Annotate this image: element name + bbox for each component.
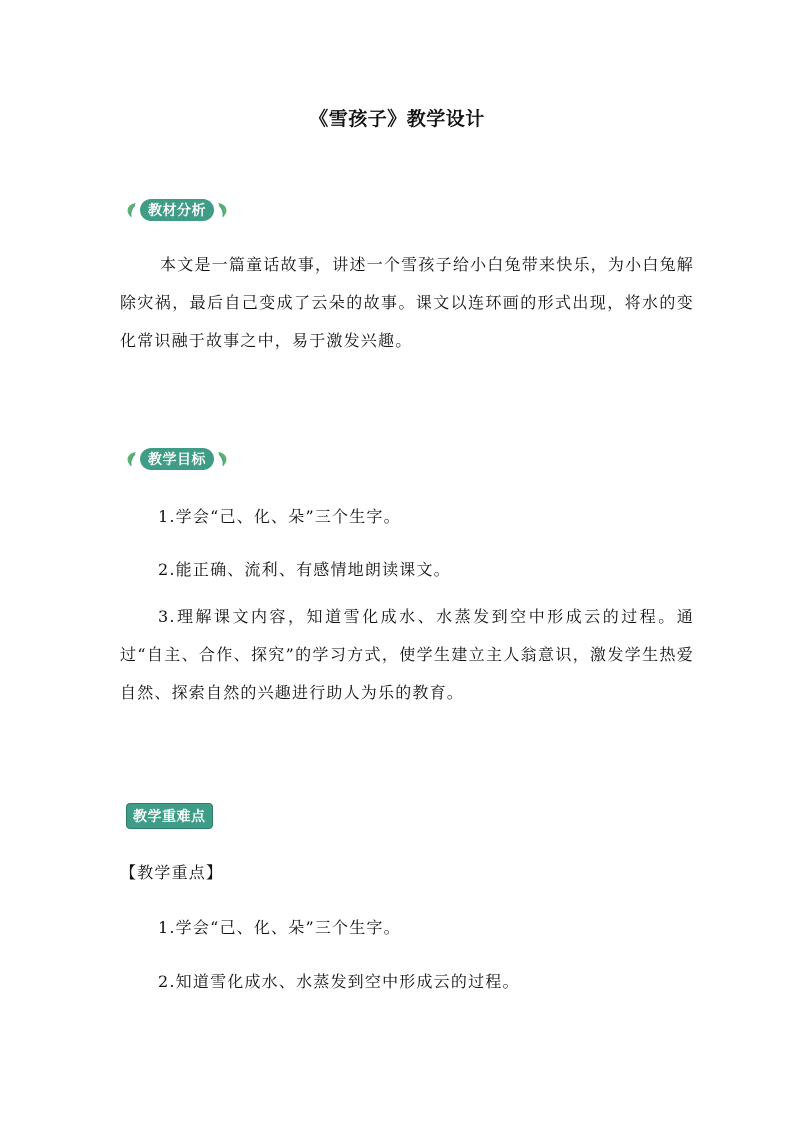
section-heading-goals: 教学目标 [140,448,214,470]
key-point-item-2: 2.知道雪化成水、水蒸发到空中形成云的过程。 [158,972,520,991]
section-badge-goals [122,447,232,471]
leaf-right-icon [214,200,232,220]
document-title: 《雪孩子》教学设计 [309,108,485,130]
section-heading-analysis: 教材分析 [140,199,214,221]
leaf-right-icon [214,449,232,469]
section-heading-key-points: 教学重难点 [126,803,213,829]
leaf-left-icon [122,449,140,469]
leaf-left-icon [122,200,140,220]
section-badge-analysis [122,198,232,222]
goal-item-3: 3.理解课文内容，知道雪化成水、水蒸发到空中形成云的过程。通过“自主、合作、探究”的学习方式，使学生建立主人翁意识，激发学生热爱自然、探索自然的兴趣进行助人为乐的教育。 [120,607,694,702]
analysis-paragraph: 本文是一篇童话故事，讲述一个雪孩子给小白兔带来快乐，为小白兔解除灾祸，最后自己变成了云朵的故事。课文以连环画的形式出现，将水的变化常识融于故事之中，易于激发兴趣。 [120,255,694,350]
section-badge-key-points [126,804,213,828]
goal-item-2: 2.能正确、流利、有感情地朗读课文。 [158,560,451,579]
key-points-subheading: 【教学重点】 [120,863,224,882]
goal-item-1: 1.学会“己、化、朵”三个生字。 [158,507,401,526]
key-point-item-1: 1.学会“己、化、朵”三个生字。 [158,918,401,937]
